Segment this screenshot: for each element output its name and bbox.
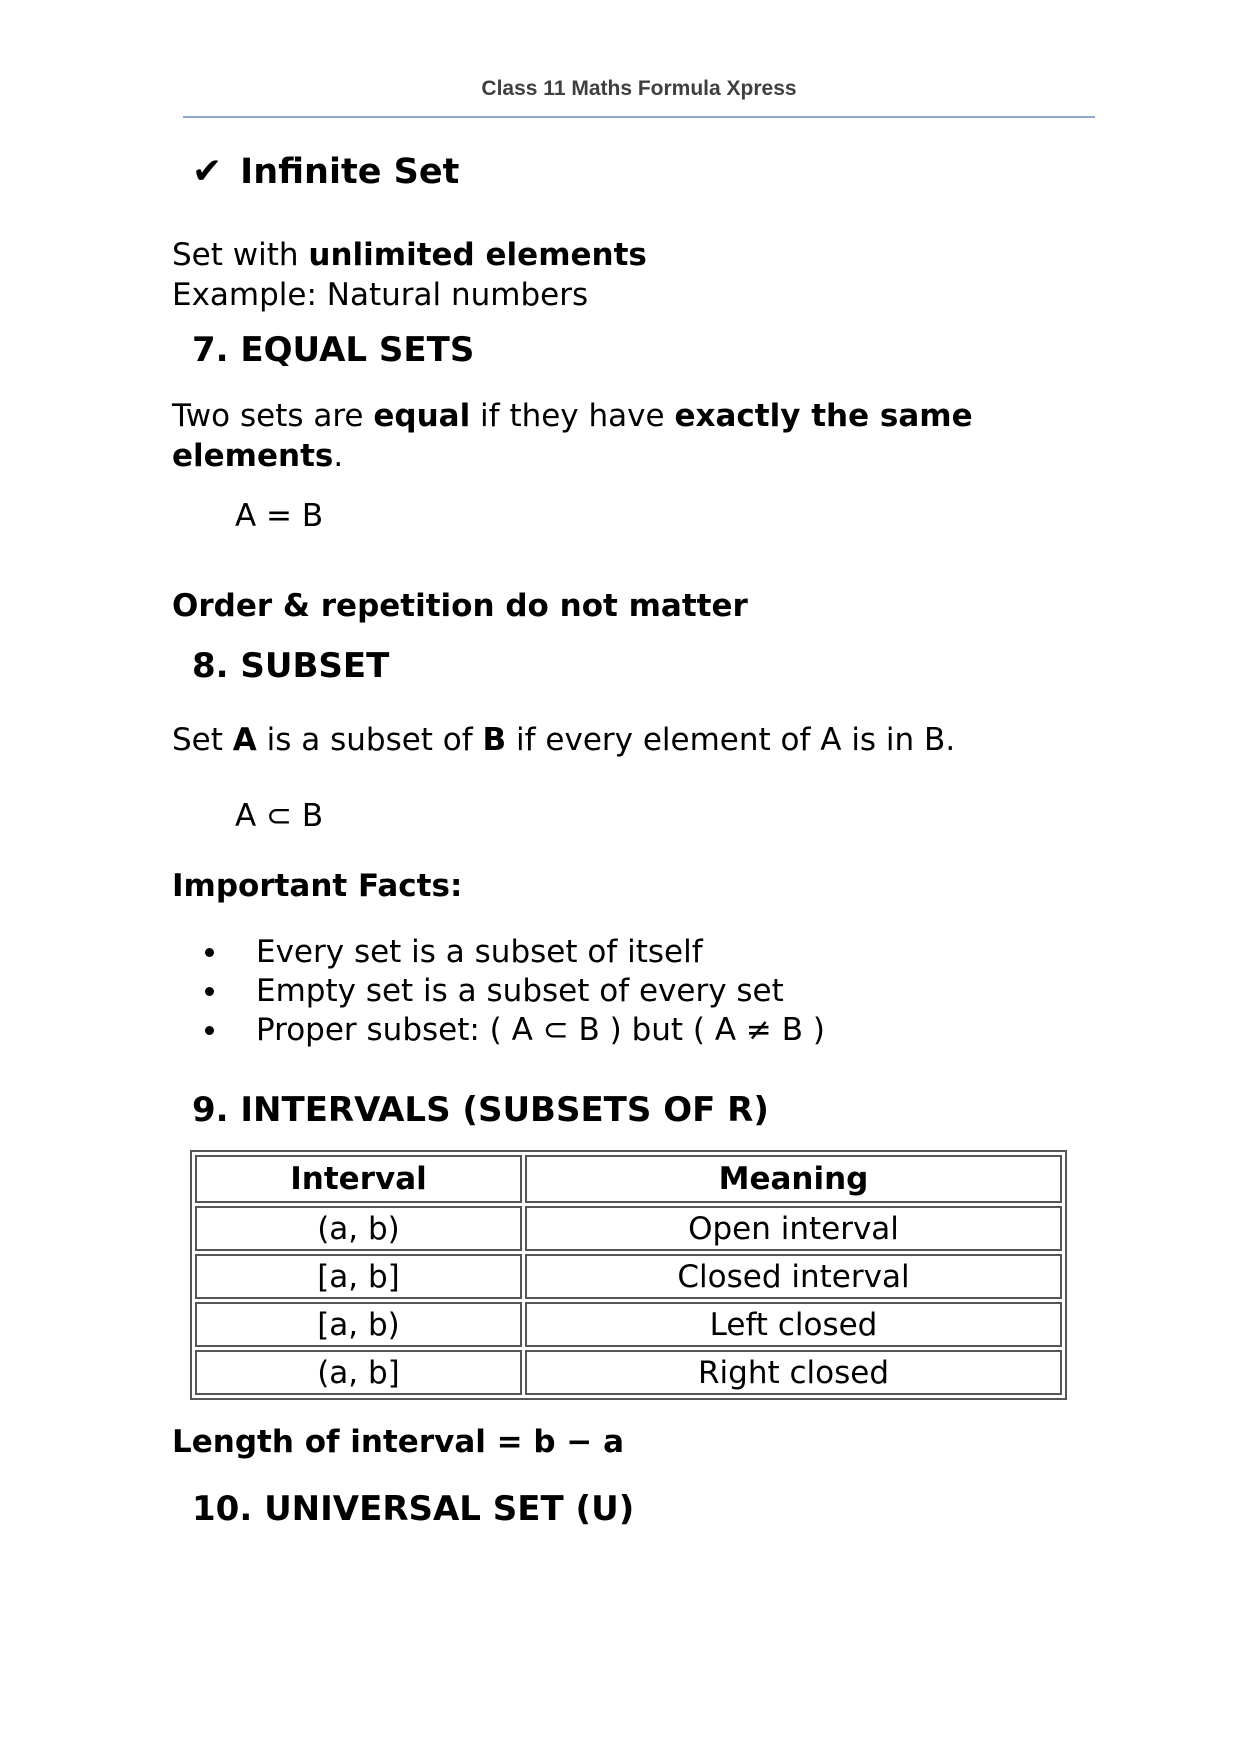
bold-run: B (482, 722, 507, 758)
table-header-row (195, 1155, 1062, 1203)
table-cell: (a, b] (195, 1350, 522, 1395)
text-run: if every element of A is in B. (506, 722, 956, 758)
list-item-text: Proper subset: ( A ⊂ B ) but ( A ≠ B ) (256, 1012, 825, 1048)
table-row (195, 1302, 1062, 1347)
text-run: is a subset of (256, 722, 483, 758)
bold-run: exactly the same (674, 398, 973, 434)
intervals-table (190, 1150, 1067, 1400)
equal-sets-paragraph-line2 (172, 436, 1101, 476)
table-cell: Closed interval (525, 1254, 1062, 1299)
heading-infinite-set (192, 150, 1101, 194)
text-run: . (333, 438, 344, 474)
table-cell: [a, b) (195, 1302, 522, 1347)
table-cell: Right closed (525, 1350, 1062, 1395)
text-run: Set (172, 722, 233, 758)
header-rule (183, 116, 1095, 118)
list-item (172, 1011, 1101, 1050)
heading-equal-sets: 7. EQUAL SETS (192, 330, 475, 370)
order-repetition-note: Order & repetition do not matter (172, 588, 748, 624)
bold-run: equal (373, 398, 471, 434)
heading-universal-set: 10. UNIVERSAL SET (U) (192, 1489, 635, 1529)
bold-run: unlimited elements (308, 237, 647, 273)
text-run: Set with (172, 237, 309, 273)
page-header (183, 0, 1095, 102)
heading-infinite-set-label: Infinite Set (240, 152, 460, 192)
text-run: if they have (470, 398, 675, 434)
table-row (195, 1206, 1062, 1251)
bullet-dot-icon (205, 948, 214, 957)
table-row (195, 1254, 1062, 1299)
infinite-set-description-line1 (172, 235, 1101, 275)
heading-subset: 8. SUBSET (192, 646, 390, 686)
important-facts-list (172, 933, 1101, 1050)
list-item (172, 972, 1101, 1011)
bold-run: A (232, 722, 257, 758)
subset-paragraph (172, 720, 1101, 760)
bullet-dot-icon (205, 987, 214, 996)
table-header-cell: Meaning (525, 1155, 1062, 1203)
check-icon: ✔ (192, 151, 223, 192)
infinite-set-description-line2: Example: Natural numbers (172, 277, 589, 313)
table-row (195, 1350, 1062, 1395)
equal-sets-paragraph-line1 (172, 396, 1101, 436)
table-cell: Open interval (525, 1206, 1062, 1251)
heading-intervals: 9. INTERVALS (SUBSETS OF R) (192, 1090, 769, 1130)
bullet-dot-icon (205, 1026, 214, 1035)
formula-a-equals-b: A = B (235, 498, 324, 534)
list-item (172, 933, 1101, 972)
page-header-title: Class 11 Maths Formula Xpress (481, 77, 797, 100)
important-facts-title: Important Facts: (172, 868, 463, 904)
interval-length-note: Length of interval = b − a (172, 1424, 625, 1460)
formula-a-subset-b: A ⊂ B (235, 798, 324, 834)
table-cell: Left closed (525, 1302, 1062, 1347)
list-item-text: Every set is a subset of itself (256, 934, 703, 970)
table-header-cell: Interval (195, 1155, 522, 1203)
list-item-text: Empty set is a subset of every set (256, 973, 784, 1009)
text-run: Two sets are (172, 398, 374, 434)
table-cell: (a, b) (195, 1206, 522, 1251)
table-cell: [a, b] (195, 1254, 522, 1299)
bold-run: elements (172, 438, 334, 474)
